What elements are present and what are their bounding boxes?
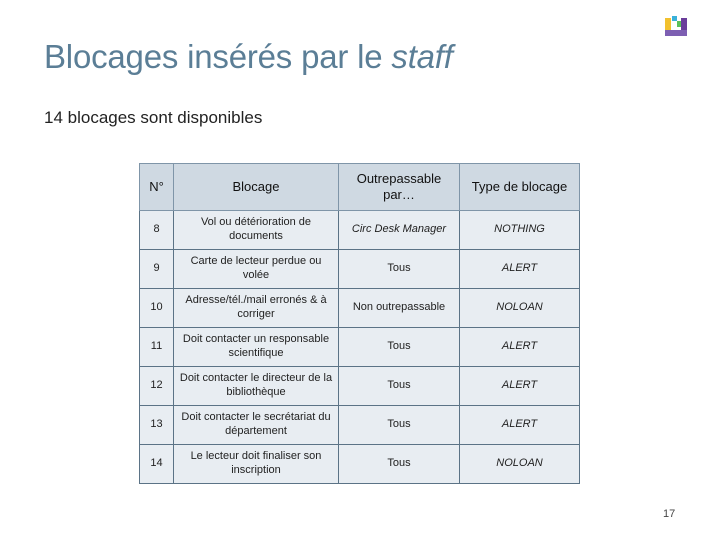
table-row bbox=[140, 211, 580, 250]
slide-title bbox=[44, 38, 453, 76]
cell-outrepassable: Tous bbox=[339, 250, 460, 289]
title-main-text: Blocages insérés par le bbox=[44, 38, 392, 75]
header-blocage: Blocage bbox=[174, 164, 339, 211]
cell-num: 9 bbox=[140, 250, 174, 289]
header-type-blocage: Type de blocage bbox=[460, 164, 580, 211]
cell-type: NOTHING bbox=[460, 211, 580, 250]
cell-blocage: Doit contacter le directeur de la bibliothèque bbox=[174, 367, 339, 406]
table-row bbox=[140, 406, 580, 445]
cell-outrepassable: Tous bbox=[339, 445, 460, 484]
cell-num: 10 bbox=[140, 289, 174, 328]
cell-outrepassable: Non outrepassable bbox=[339, 289, 460, 328]
cell-type: ALERT bbox=[460, 328, 580, 367]
cell-type: NOLOAN bbox=[460, 289, 580, 328]
cell-type: ALERT bbox=[460, 250, 580, 289]
university-logo-icon bbox=[663, 14, 689, 40]
cell-num: 14 bbox=[140, 445, 174, 484]
cell-type: NOLOAN bbox=[460, 445, 580, 484]
cell-outrepassable: Tous bbox=[339, 406, 460, 445]
cell-type: ALERT bbox=[460, 406, 580, 445]
header-outrepassable: Outrepassable par… bbox=[339, 164, 460, 211]
cell-num: 8 bbox=[140, 211, 174, 250]
cell-type: ALERT bbox=[460, 367, 580, 406]
page-number: 17 bbox=[663, 508, 676, 520]
cell-blocage: Doit contacter un responsable scientifique bbox=[174, 328, 339, 367]
slide-subtitle: 14 blocages sont disponibles bbox=[44, 108, 263, 127]
cell-num: 13 bbox=[140, 406, 174, 445]
title-emphasis-text: staff bbox=[391, 38, 453, 75]
table-row bbox=[140, 289, 580, 328]
cell-blocage: Le lecteur doit finaliser son inscription bbox=[174, 445, 339, 484]
cell-outrepassable: Circ Desk Manager bbox=[339, 211, 460, 250]
cell-num: 11 bbox=[140, 328, 174, 367]
cell-outrepassable: Tous bbox=[339, 328, 460, 367]
cell-blocage: Carte de lecteur perdue ou volée bbox=[174, 250, 339, 289]
cell-blocage: Vol ou détérioration de documents bbox=[174, 211, 339, 250]
cell-num: 12 bbox=[140, 367, 174, 406]
table-row bbox=[140, 250, 580, 289]
table-header-row bbox=[140, 164, 580, 211]
table-row bbox=[140, 367, 580, 406]
header-numero: N° bbox=[140, 164, 174, 211]
blocages-table bbox=[139, 163, 580, 484]
table-row bbox=[140, 445, 580, 484]
cell-blocage: Adresse/tél./mail erronés & à corriger bbox=[174, 289, 339, 328]
table-row bbox=[140, 328, 580, 367]
cell-blocage: Doit contacter le secrétariat du département bbox=[174, 406, 339, 445]
cell-outrepassable: Tous bbox=[339, 367, 460, 406]
